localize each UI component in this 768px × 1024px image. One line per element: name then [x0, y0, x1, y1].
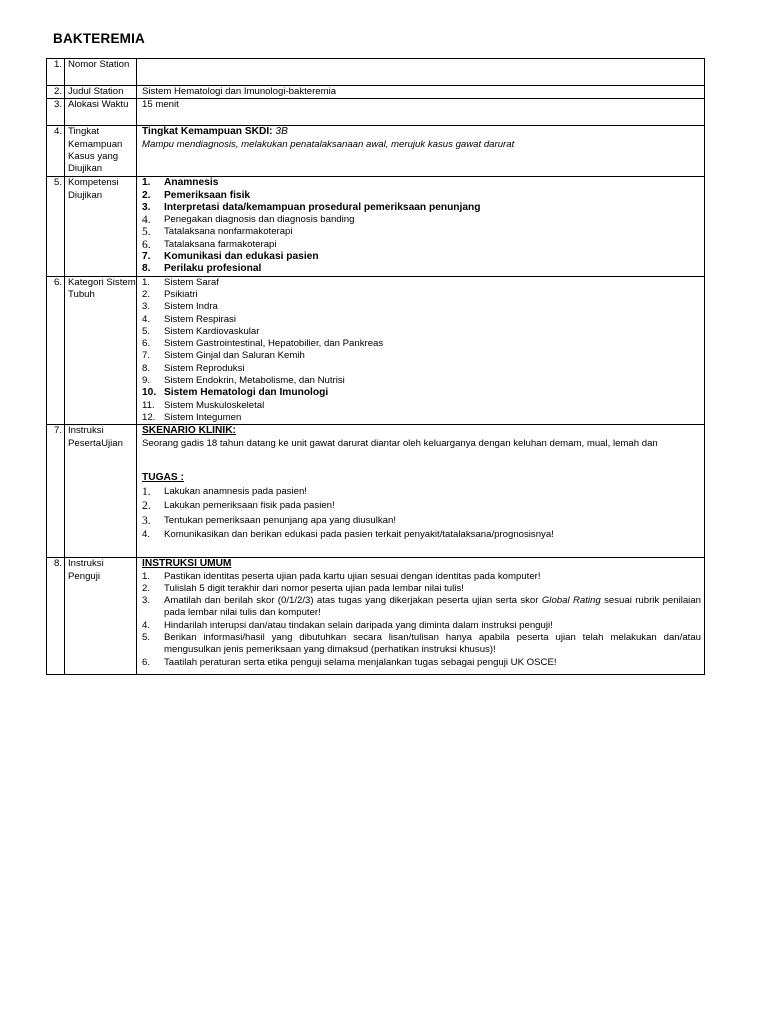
list-item	[142, 277, 704, 289]
body-system-list	[142, 277, 704, 425]
task-list	[142, 486, 704, 541]
row-content: 15 menit	[137, 99, 705, 126]
list-item	[142, 400, 704, 412]
item-number: 8.	[142, 263, 151, 275]
item-text: Tatalaksana nonfarmakoterapi	[164, 226, 293, 238]
instruction-list	[142, 571, 704, 669]
list-item	[142, 314, 704, 326]
item-number: 3.	[142, 201, 151, 213]
list-item	[142, 350, 704, 362]
item-text: Anamnesis	[164, 177, 219, 189]
list-item	[142, 338, 704, 350]
list-item	[142, 289, 704, 301]
list-item	[142, 571, 704, 583]
item-text: Taatilah peraturan serta etika penguji selama menjalankan tugas sebagai penguji UK OSCE!	[164, 656, 557, 668]
item-text: Sistem Hematologi dan Imunologi	[164, 387, 329, 399]
skdi-heading: Tingkat Kemampuan SKDI: 3B	[142, 126, 288, 138]
row-number: 8.	[47, 558, 65, 675]
row-content	[137, 425, 705, 558]
scenario-heading: SKENARIO KLINIK:	[142, 425, 236, 437]
row-content: Sistem Hematologi dan Imunologi-bakteremia	[137, 86, 705, 99]
list-item	[142, 226, 704, 238]
station-table	[46, 58, 705, 675]
item-number: 4.	[142, 214, 151, 227]
item-number: 6.	[142, 338, 151, 350]
item-text: Sistem Integumen	[164, 411, 242, 423]
list-item	[142, 486, 704, 498]
row-number: 7.	[47, 425, 65, 558]
item-text: Interpretasi data/kemampuan prosedural pemeriksaan penunjang	[164, 201, 481, 213]
list-item	[142, 620, 704, 632]
item-text: Perilaku profesional	[164, 263, 262, 275]
item-number: 4.	[142, 619, 151, 631]
item-number: 5.	[142, 632, 151, 644]
item-number: 8.	[142, 362, 151, 374]
item-text: Psikiatri	[164, 288, 198, 300]
item-text: Lakukan pemeriksaan fisik pada pasien!	[164, 500, 335, 512]
item-text: Komunikasikan dan berikan edukasi pada pasien terkait penyakit/tatalaksana/prognosisnya!	[164, 529, 554, 541]
item-text: Sistem Ginjal dan Saluran Kemih	[164, 350, 305, 362]
list-item	[142, 595, 704, 620]
row-content	[137, 558, 705, 675]
list-item	[142, 515, 704, 527]
table-row	[47, 99, 705, 126]
row-number: 1.	[47, 59, 65, 86]
row-label: Judul Station	[65, 86, 137, 99]
list-item	[142, 632, 704, 657]
table-row	[47, 86, 705, 99]
item-number: 10.	[142, 387, 157, 399]
item-number: 3.	[142, 301, 151, 313]
item-number: 1.	[142, 177, 151, 189]
list-item	[142, 326, 704, 338]
item-number: 1.	[142, 276, 151, 288]
row-content	[137, 177, 705, 276]
item-number: 1.	[142, 486, 151, 499]
item-text: Sistem Gastrointestinal, Hepatobilier, dan Pankreas	[164, 338, 384, 350]
row-content	[137, 126, 705, 177]
item-number: 6.	[142, 656, 151, 668]
tugas-heading: TUGAS :	[142, 471, 184, 483]
row-label: Tingkat Kemampuan Kasus yang Diujikan	[65, 126, 137, 177]
item-number: 4.	[142, 313, 151, 325]
item-number: 5.	[142, 325, 151, 337]
list-item	[142, 301, 704, 313]
item-text: Hindarilah interupsi dan/atau tindakan selain daripada yang diminta dalam instruksi penguji!	[164, 619, 553, 631]
item-text: Pastikan identitas peserta ujian pada kartu ujian sesuai dengan identitas pada komputer!	[164, 570, 541, 582]
item-text: Sistem Respirasi	[164, 313, 236, 325]
row-number: 3.	[47, 99, 65, 126]
list-item	[142, 190, 704, 202]
item-text: Tentukan pemeriksaan penunjang apa yang diusulkan!	[164, 514, 397, 526]
row-number: 4.	[47, 126, 65, 177]
page-title: BAKTEREMIA	[53, 31, 145, 46]
item-number: 2.	[142, 582, 151, 594]
table-row	[47, 276, 705, 425]
row-label: Kompetensi Diujikan	[65, 177, 137, 276]
list-item	[142, 177, 704, 189]
list-item	[142, 387, 704, 399]
scenario-text: Seorang gadis 18 tahun datang ke unit gawat darurat diantar oleh keluarganya dengan keluhan demam, mual, lemah dan	[142, 437, 658, 449]
list-item	[142, 214, 704, 226]
item-text: Amatilah dan berilah skor (0/1/2/3) atas tugas yang dikerjakan peserta ujian serta skor Global Rating sesuai rubrik penilaian pada lembar nilai tulis dan komputer!	[164, 595, 701, 619]
item-text: Sistem Reproduksi	[164, 362, 245, 374]
row-content	[137, 59, 705, 86]
list-item	[142, 375, 704, 387]
list-item	[142, 657, 704, 669]
item-number: 4.	[142, 529, 151, 541]
list-item	[142, 251, 704, 263]
row-number: 5.	[47, 177, 65, 276]
item-text: Lakukan anamnesis pada pasien!	[164, 486, 307, 498]
item-text: Sistem Muskuloskeletal	[164, 399, 265, 411]
row-label: Kategori Sistem Tubuh	[65, 276, 137, 425]
item-text: Tulislah 5 digit terakhir dari nomor peserta ujian pada lembar nilai tulis!	[164, 582, 464, 594]
item-number: 1.	[142, 570, 151, 582]
item-text: Sistem Indra	[164, 301, 218, 313]
item-number: 2.	[142, 189, 151, 201]
list-item	[142, 412, 704, 424]
row-number: 2.	[47, 86, 65, 99]
table-row	[47, 126, 705, 177]
row-label: Instruksi PesertaUjian	[65, 425, 137, 558]
item-number: 2.	[142, 288, 151, 300]
list-item	[142, 529, 704, 541]
item-text: Tatalaksana farmakoterapi	[164, 238, 277, 250]
instruction-heading: INSTRUKSI UMUM	[142, 558, 232, 570]
row-label: Instruksi Penguji	[65, 558, 137, 675]
table-row	[47, 177, 705, 276]
list-item	[142, 363, 704, 375]
item-emphasis: Global Rating	[541, 595, 601, 607]
item-number: 6.	[142, 238, 151, 251]
item-text: Komunikasi dan edukasi pasien	[164, 251, 319, 263]
item-text: Berikan informasi/hasil yang dibutuhkan secara lisan/tulisan hanya apabila peserta ujian telah melakukan dan/atau mengusulkan jenis pemeriksaan yang dimaksud (perhatikan instruksi khusus)!	[164, 632, 701, 656]
item-number: 7.	[142, 251, 151, 263]
item-text: Sistem Endokrin, Metabolisme, dan Nutrisi	[164, 375, 345, 387]
table-row	[47, 558, 705, 675]
list-item	[142, 239, 704, 251]
item-number: 7.	[142, 350, 151, 362]
item-number: 12.	[142, 411, 156, 423]
table-row	[47, 425, 705, 558]
item-text: Pemeriksaan fisik	[164, 189, 251, 201]
list-item	[142, 263, 704, 275]
table-row	[47, 59, 705, 86]
item-text: Sistem Saraf	[164, 276, 219, 288]
item-number: 5.	[142, 226, 151, 239]
list-item	[142, 202, 704, 214]
item-text: Sistem Kardiovaskular	[164, 325, 260, 337]
item-number: 3.	[142, 514, 151, 527]
item-text: Penegakan diagnosis dan diagnosis banding	[164, 214, 355, 226]
competency-list	[142, 177, 704, 275]
row-label: Nomor Station	[65, 59, 137, 86]
item-number: 9.	[142, 375, 151, 387]
item-number: 11.	[142, 399, 155, 411]
row-content	[137, 276, 705, 425]
skdi-level: 3B	[275, 126, 288, 138]
list-item	[142, 583, 704, 595]
item-number: 3.	[142, 595, 151, 607]
list-item	[142, 500, 704, 512]
row-label: Alokasi Waktu	[65, 99, 137, 126]
item-number: 2.	[142, 500, 151, 513]
row-number: 6.	[47, 276, 65, 425]
skdi-description: Mampu mendiagnosis, melakukan penatalaksanaan awal, merujuk kasus gawat darurat	[142, 138, 515, 150]
